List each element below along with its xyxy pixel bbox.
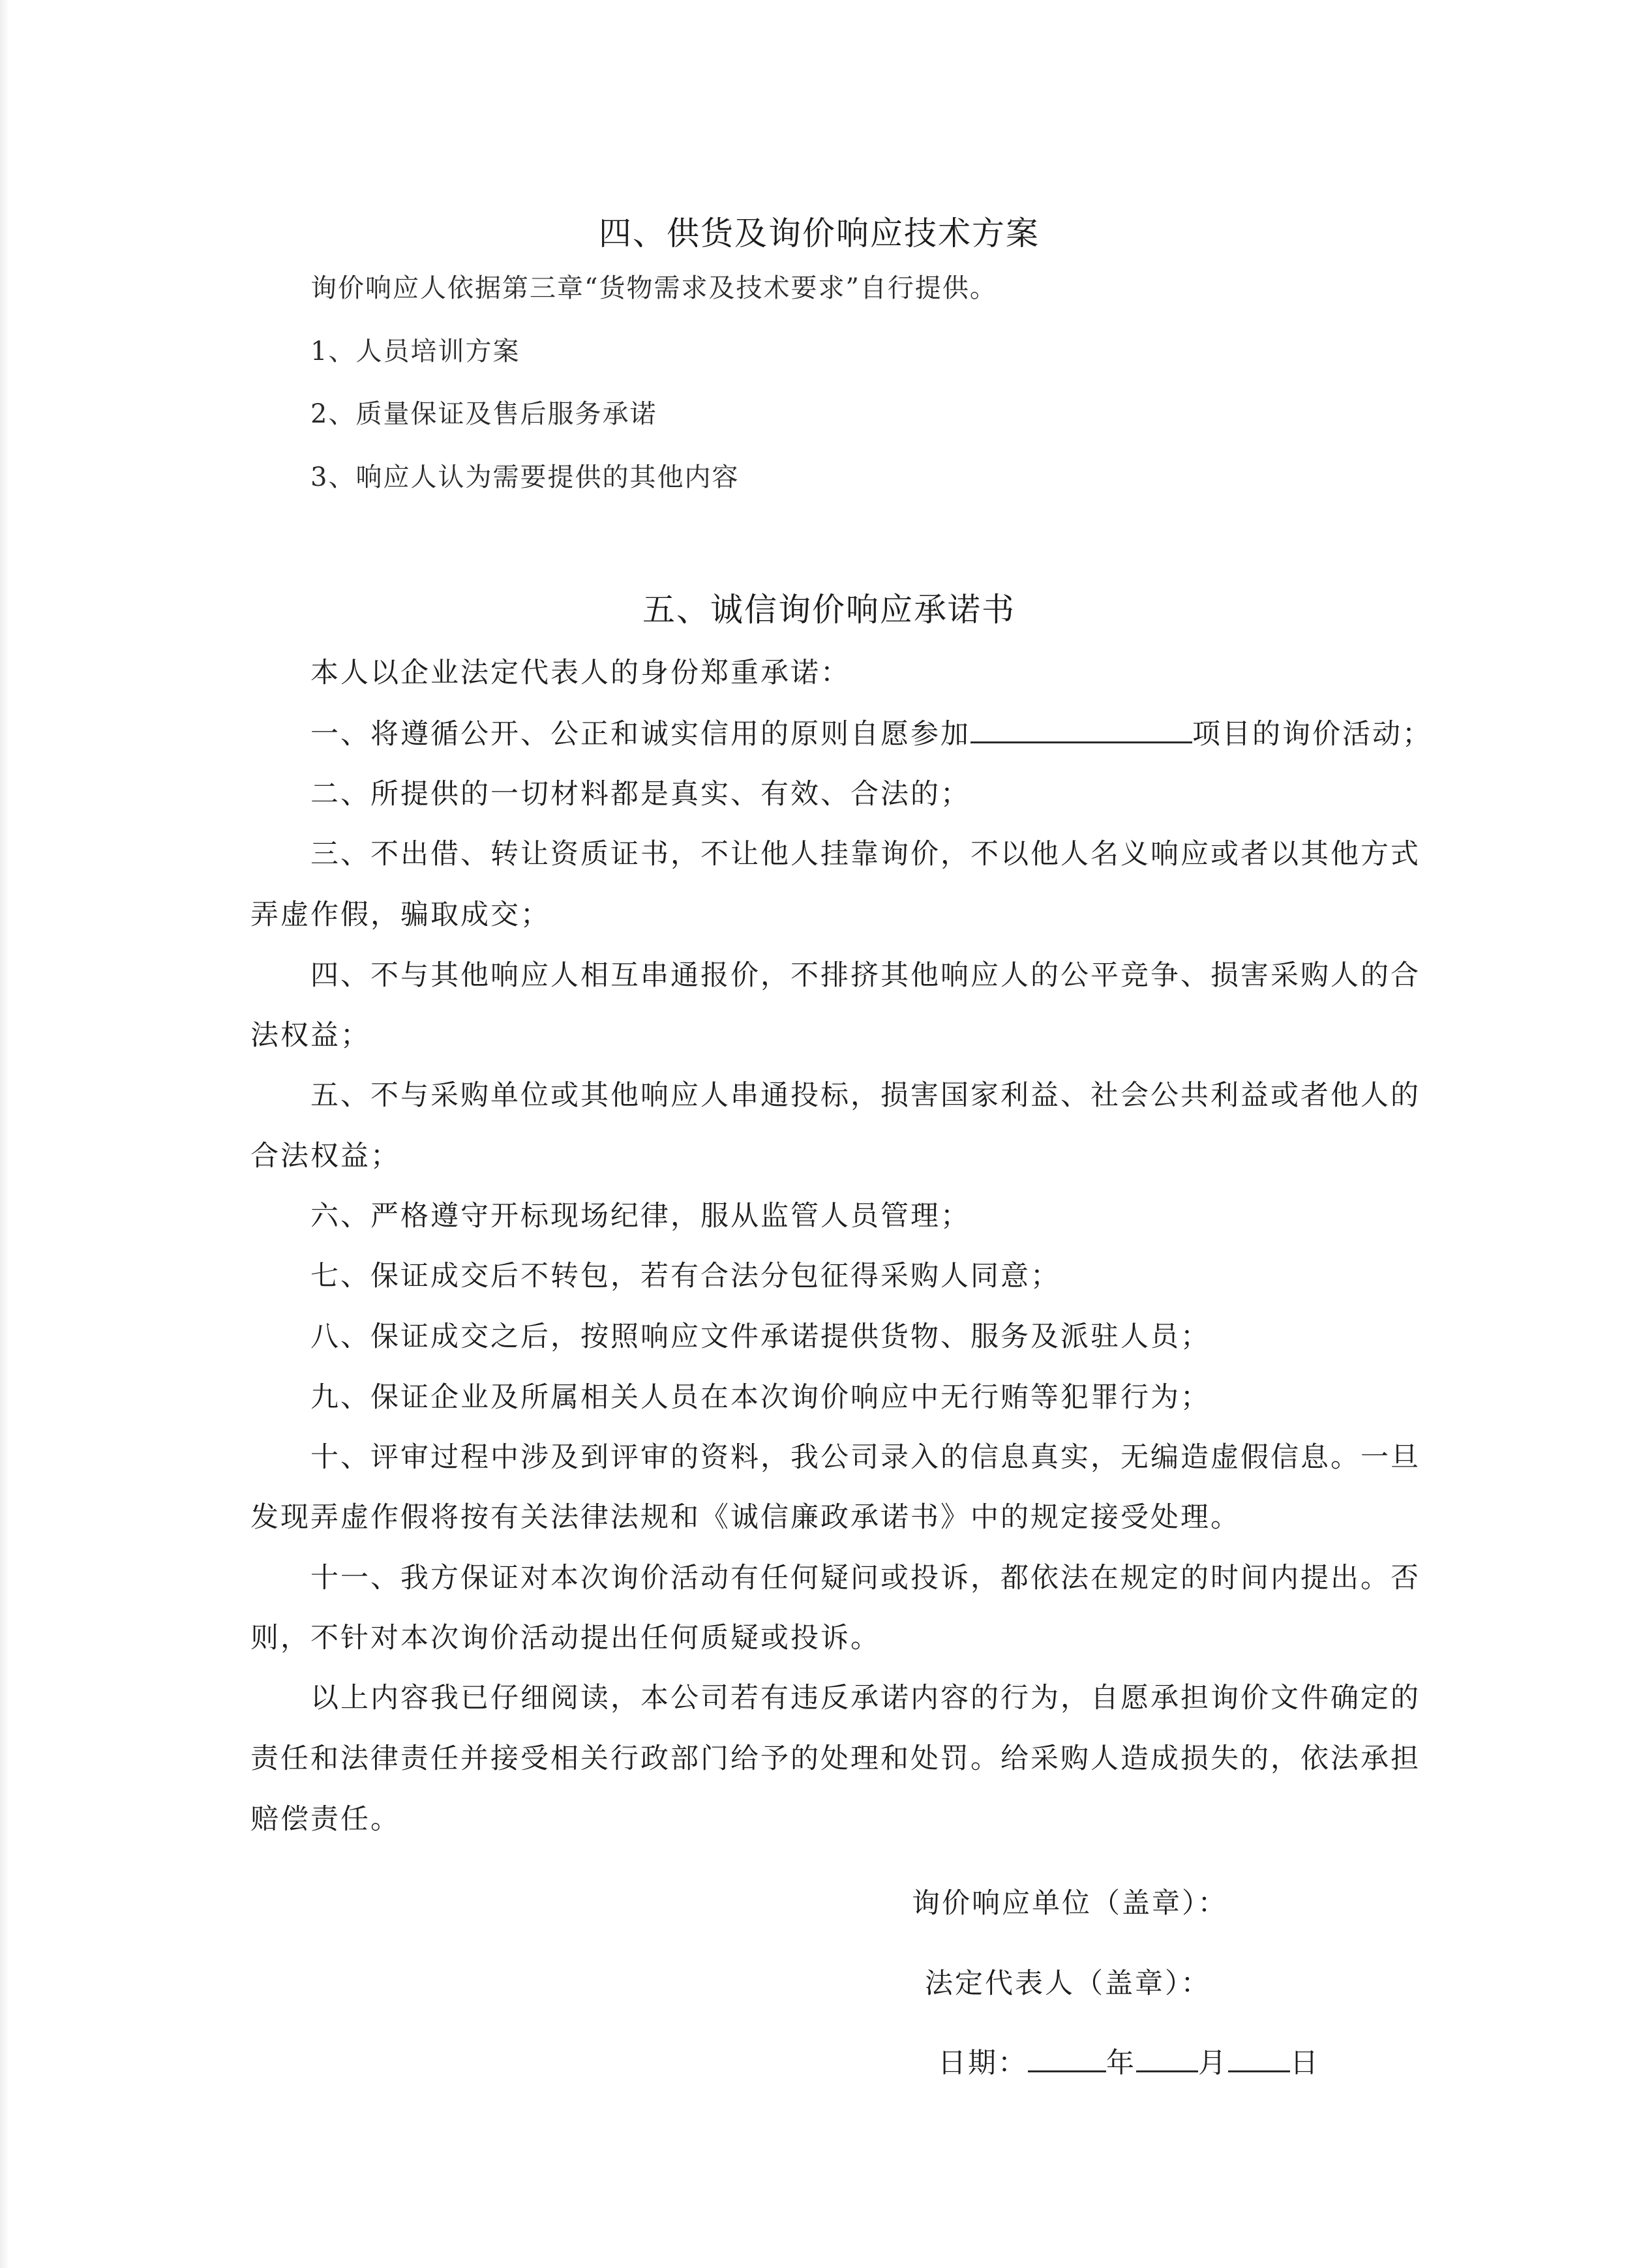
pledge-1-before: 一、将遵循公开、公正和诚实信用的原则自愿参加	[310, 718, 970, 751]
closing-line3: 赔偿责任。	[250, 1803, 400, 1836]
legal-rep-seal-label: 法定代表人（盖章）：	[925, 1967, 1211, 2000]
pledge-8: 八、保证成交之后，按照响应文件承诺提供货物、服务及派驻人员；	[310, 1321, 1210, 1353]
pledge-9: 九、保证企业及所属相关人员在本次询价响应中无行贿等犯罪行为；	[310, 1381, 1210, 1414]
pledge-1	[310, 712, 1432, 752]
pledge-4-line2: 法权益；	[250, 1019, 370, 1052]
section5-intro: 本人以企业法定代表人的身份郑重承诺：	[310, 657, 850, 689]
day-blank	[1228, 2046, 1290, 2072]
pledge-1-after: 项目的询价活动；	[1192, 718, 1432, 751]
pledge-10-line2: 发现弄虚作假将按有关法律法规和《诚信廉政承诺书》中的规定接受处理。	[250, 1501, 1241, 1534]
section4-heading: 四、供货及询价响应技术方案	[599, 215, 1040, 252]
pledge-10-line1: 十、评审过程中涉及到评审的资料，我公司录入的信息真实，无编造虚假信息。一旦	[310, 1441, 1421, 1474]
month-label: 月	[1198, 2047, 1228, 2080]
pledge-3-line2: 弄虚作假，骗取成交；	[250, 899, 550, 931]
closing-line1: 以上内容我已仔细阅读，本公司若有违反承诺内容的行为，自愿承担询价文件确定的	[310, 1682, 1421, 1714]
pledge-5-line1: 五、不与采购单位或其他响应人串通投标，损害国家利益、社会公共利益或者他人的	[310, 1079, 1421, 1112]
pledge-11-line2: 则，不针对本次询价活动提出任何质疑或投诉。	[250, 1622, 880, 1654]
date-line	[938, 2041, 1320, 2081]
year-blank	[1028, 2046, 1106, 2072]
section4-item-1: 1、人员培训方案	[310, 336, 520, 366]
pledge-3-line1: 三、不出借、转让资质证书，不让他人挂靠询价，不以他人名义响应或者以其他方式	[310, 838, 1421, 871]
section4-item-2: 2、质量保证及售后服务承诺	[310, 399, 657, 429]
pledge-7: 七、保证成交后不转包，若有合法分包征得采购人同意；	[310, 1260, 1060, 1292]
date-label: 日期：	[938, 2047, 1028, 2080]
month-blank	[1136, 2046, 1198, 2072]
pledge-6: 六、严格遵守开标现场纪律，服从监管人员管理；	[310, 1200, 970, 1232]
section4-item-3: 3、响应人认为需要提供的其他内容	[310, 462, 740, 492]
closing-line2: 责任和法律责任并接受相关行政部门给予的处理和处罚。给采购人造成损失的，依法承担	[250, 1742, 1421, 1775]
year-label: 年	[1106, 2047, 1136, 2080]
project-name-blank	[970, 717, 1192, 743]
section5-heading: 五、诚信询价响应承诺书	[642, 591, 1015, 629]
unit-seal-label: 询价响应单位（盖章）：	[912, 1887, 1228, 1920]
pledge-4-line1: 四、不与其他响应人相互串通报价，不排挤其他响应人的公平竞争、损害采购人的合	[310, 959, 1421, 992]
day-label: 日	[1290, 2047, 1320, 2080]
pledge-2: 二、所提供的一切材料都是真实、有效、合法的；	[310, 778, 970, 811]
section4-intro: 询价响应人依据第三章“货物需求及技术要求”自行提供。	[310, 273, 997, 303]
scan-edge	[0, 0, 9, 2268]
pledge-5-line2: 合法权益；	[250, 1140, 400, 1172]
pledge-11-line1: 十一、我方保证对本次询价活动有任何疑问或投诉，都依法在规定的时间内提出。否	[310, 1562, 1421, 1594]
